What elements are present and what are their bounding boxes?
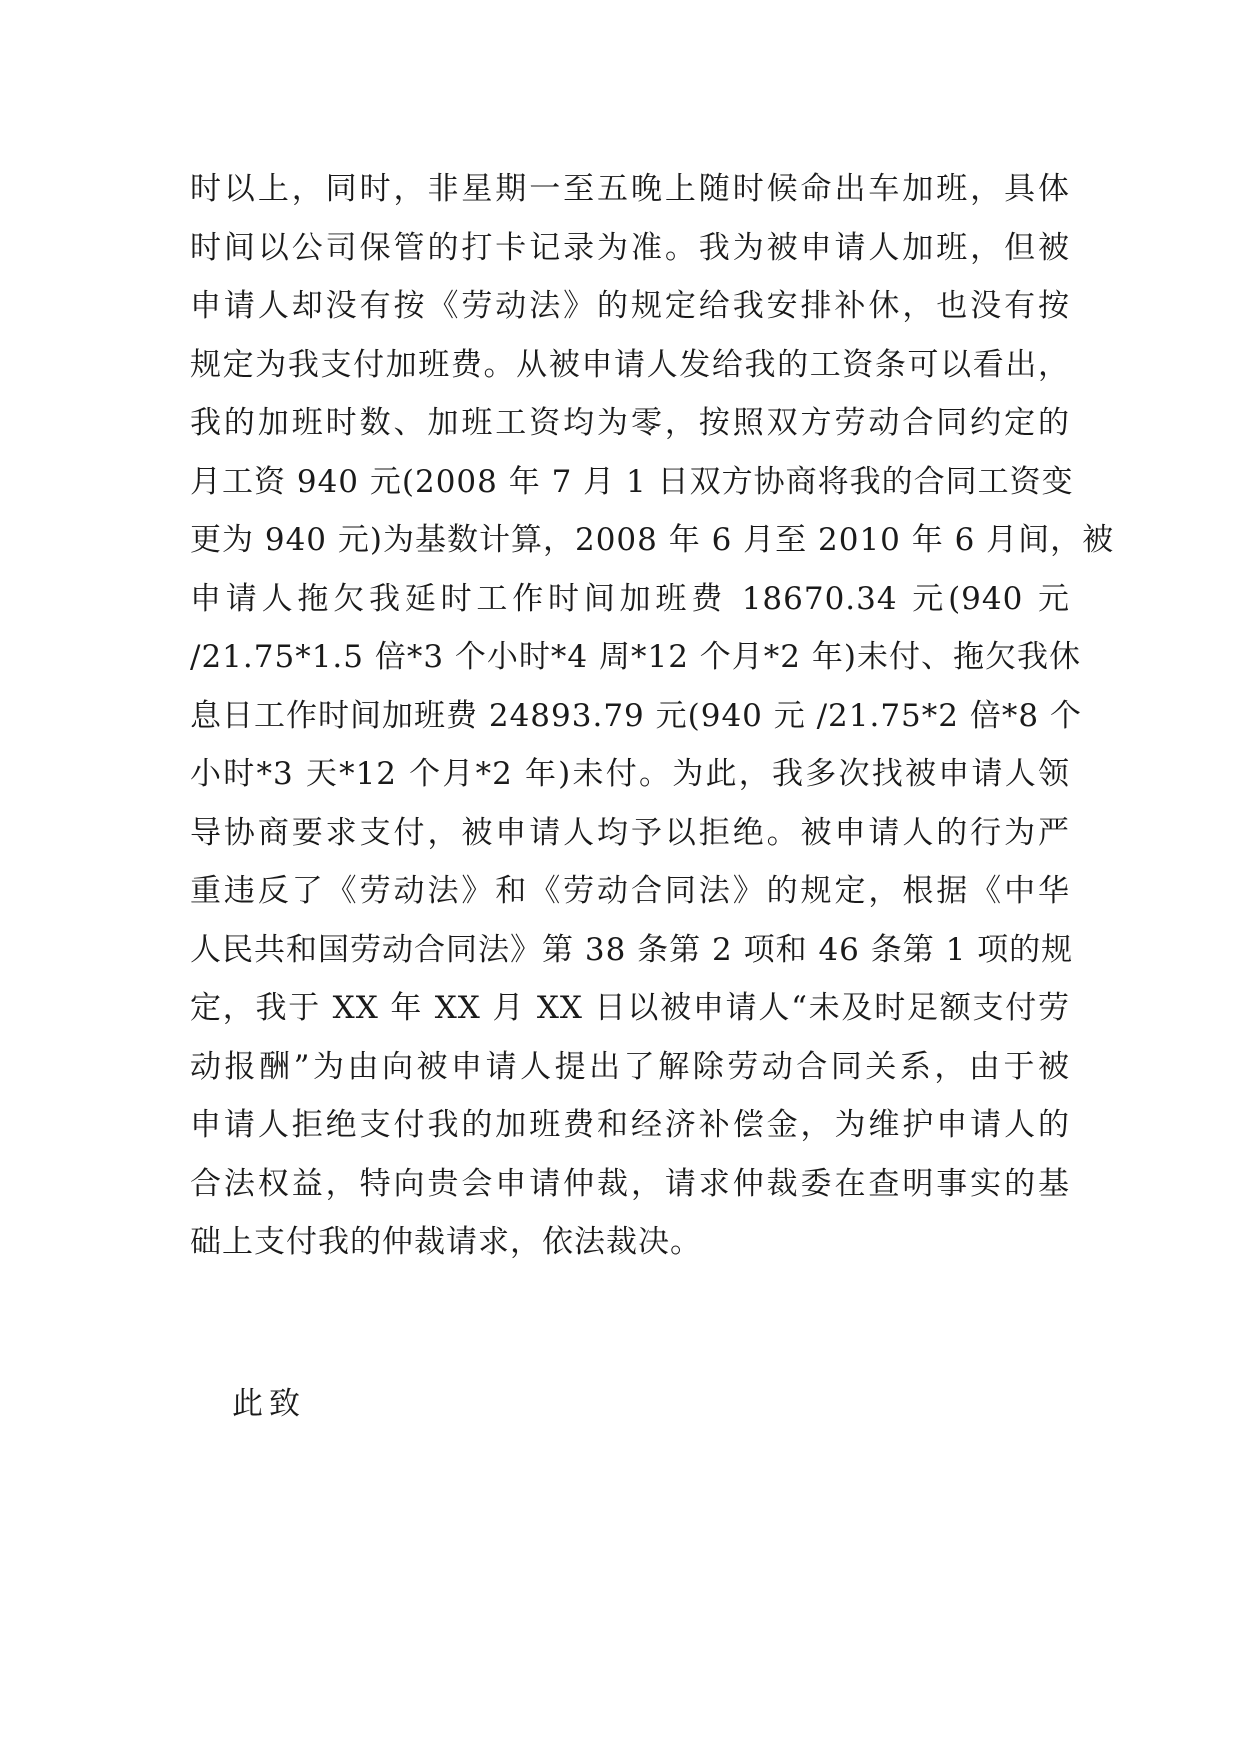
text-line: 合法权益，特向贵会申请仲裁，请求仲裁委在查明事实的基 <box>190 1165 1070 1202</box>
text-line: 月工资 940 元(2008 年 7 月 1 日双方协商将我的合同工资变 <box>190 463 1074 500</box>
text-line: 申请人却没有按《劳动法》的规定给我安排补休，也没有按 <box>190 288 1070 324</box>
text-line: 动报酬”为由向被申请人提出了解除劳动合同关系，由于被 <box>190 1048 1070 1085</box>
text-line: 重违反了《劳动法》和《劳动合同法》的规定，根据《中华 <box>190 873 1070 909</box>
text-line: 我的加班时数、加班工资均为零，按照双方劳动合同约定的 <box>190 405 1070 441</box>
text-line: 定，我于 XX 年 XX 月 XX 日以被申请人“未及时足额支付劳 <box>190 990 1070 1026</box>
text-line: 小时*3 天*12 个月*2 年)未付。为此，我多次找被申请人领 <box>190 756 1070 792</box>
text-line: 时间以公司保管的打卡记录为准。我为被申请人加班，但被 <box>190 229 1070 266</box>
text-line: 时以上，同时，非星期一至五晚上随时候命出车加班，具体 <box>190 171 1070 207</box>
text-line: 导协商要求支付，被申请人均予以拒绝。被申请人的行为严 <box>190 814 1070 851</box>
closing-salutation: 此致 <box>232 1386 306 1422</box>
text-line: 人民共和国劳动合同法》第 38 条第 2 项和 46 条第 1 项的规 <box>190 931 1074 968</box>
text-line: /21.75*1.5 倍*3 个小时*4 周*12 个月*2 年)未付、拖欠我休 <box>190 639 1081 675</box>
text-line: 息日工作时间加班费 24893.79 元(940 元 /21.75*2 倍*8 个 <box>190 697 1082 734</box>
text-line: 规定为我支付加班费。从被申请人发给我的工资条可以看出， <box>190 346 1070 383</box>
text-line: 更为 940 元)为基数计算，2008 年 6 月至 2010 年 6 月间，被 <box>190 522 1115 558</box>
body-paragraph <box>190 160 1115 1272</box>
text-line: 申请人拖欠我延时工作时间加班费 18670.34 元(940 元 <box>190 580 1070 617</box>
text-line: 申请人拒绝支付我的加班费和经济补偿金，为维护申请人的 <box>190 1107 1070 1143</box>
text-line: 础上支付我的仲裁请求，依法裁决。 <box>190 1224 702 1260</box>
